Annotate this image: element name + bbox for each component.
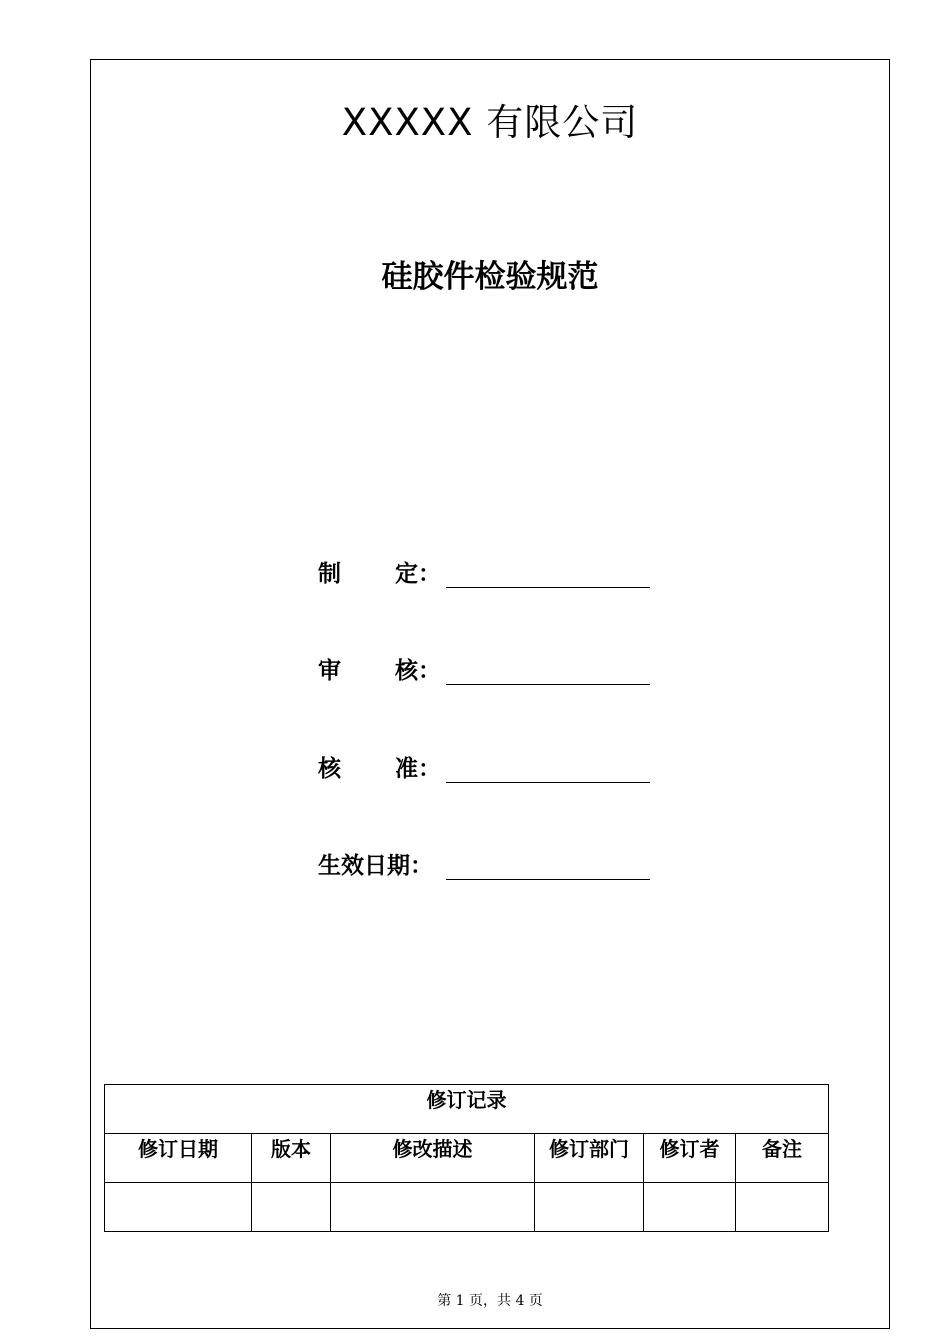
signoff-approved-by — [318, 752, 658, 786]
signoff-label-char1: 制 — [318, 561, 341, 587]
signoff-label — [318, 849, 443, 883]
revision-table-title-row — [105, 1085, 829, 1134]
column-header: 备注 — [736, 1134, 829, 1183]
column-header: 修订日期 — [105, 1134, 252, 1183]
signature-line[interactable] — [446, 587, 650, 588]
revision-table-title: 修订记录 — [105, 1085, 829, 1134]
signoff-label — [318, 654, 443, 688]
signoff-effective-date — [318, 849, 658, 883]
column-header: 修改描述 — [331, 1134, 535, 1183]
table-cell[interactable] — [736, 1183, 829, 1232]
table-cell[interactable] — [535, 1183, 644, 1232]
date-line[interactable] — [446, 879, 650, 880]
column-header: 修订部门 — [535, 1134, 644, 1183]
column-header: 版本 — [252, 1134, 331, 1183]
signoff-label-char2: 定： — [395, 561, 441, 587]
table-cell[interactable] — [105, 1183, 252, 1232]
signoff-label-text: 生效日期： — [318, 853, 433, 879]
revision-table-header-row — [105, 1134, 829, 1183]
company-name: XXXXX 有限公司 — [341, 101, 639, 144]
page-number: 第 1 页，共 4 页 — [437, 1293, 543, 1309]
signoff-label-char1: 核 — [318, 756, 341, 782]
signoff-reviewed-by — [318, 654, 658, 688]
signoff-label-char1: 审 — [318, 658, 341, 684]
document-title: 硅胶件检验规范 — [381, 259, 599, 295]
signature-line[interactable] — [446, 782, 650, 783]
signoff-made-by — [318, 557, 658, 591]
table-row — [105, 1183, 829, 1232]
signoff-label — [318, 557, 443, 591]
signoff-label-char2: 准： — [395, 756, 441, 782]
table-cell[interactable] — [252, 1183, 331, 1232]
table-cell[interactable] — [331, 1183, 535, 1232]
table-cell[interactable] — [644, 1183, 736, 1232]
signoff-label-char2: 核： — [395, 658, 441, 684]
signoff-label — [318, 752, 443, 786]
revision-table — [104, 1084, 829, 1232]
signature-line[interactable] — [446, 684, 650, 685]
column-header: 修订者 — [644, 1134, 736, 1183]
